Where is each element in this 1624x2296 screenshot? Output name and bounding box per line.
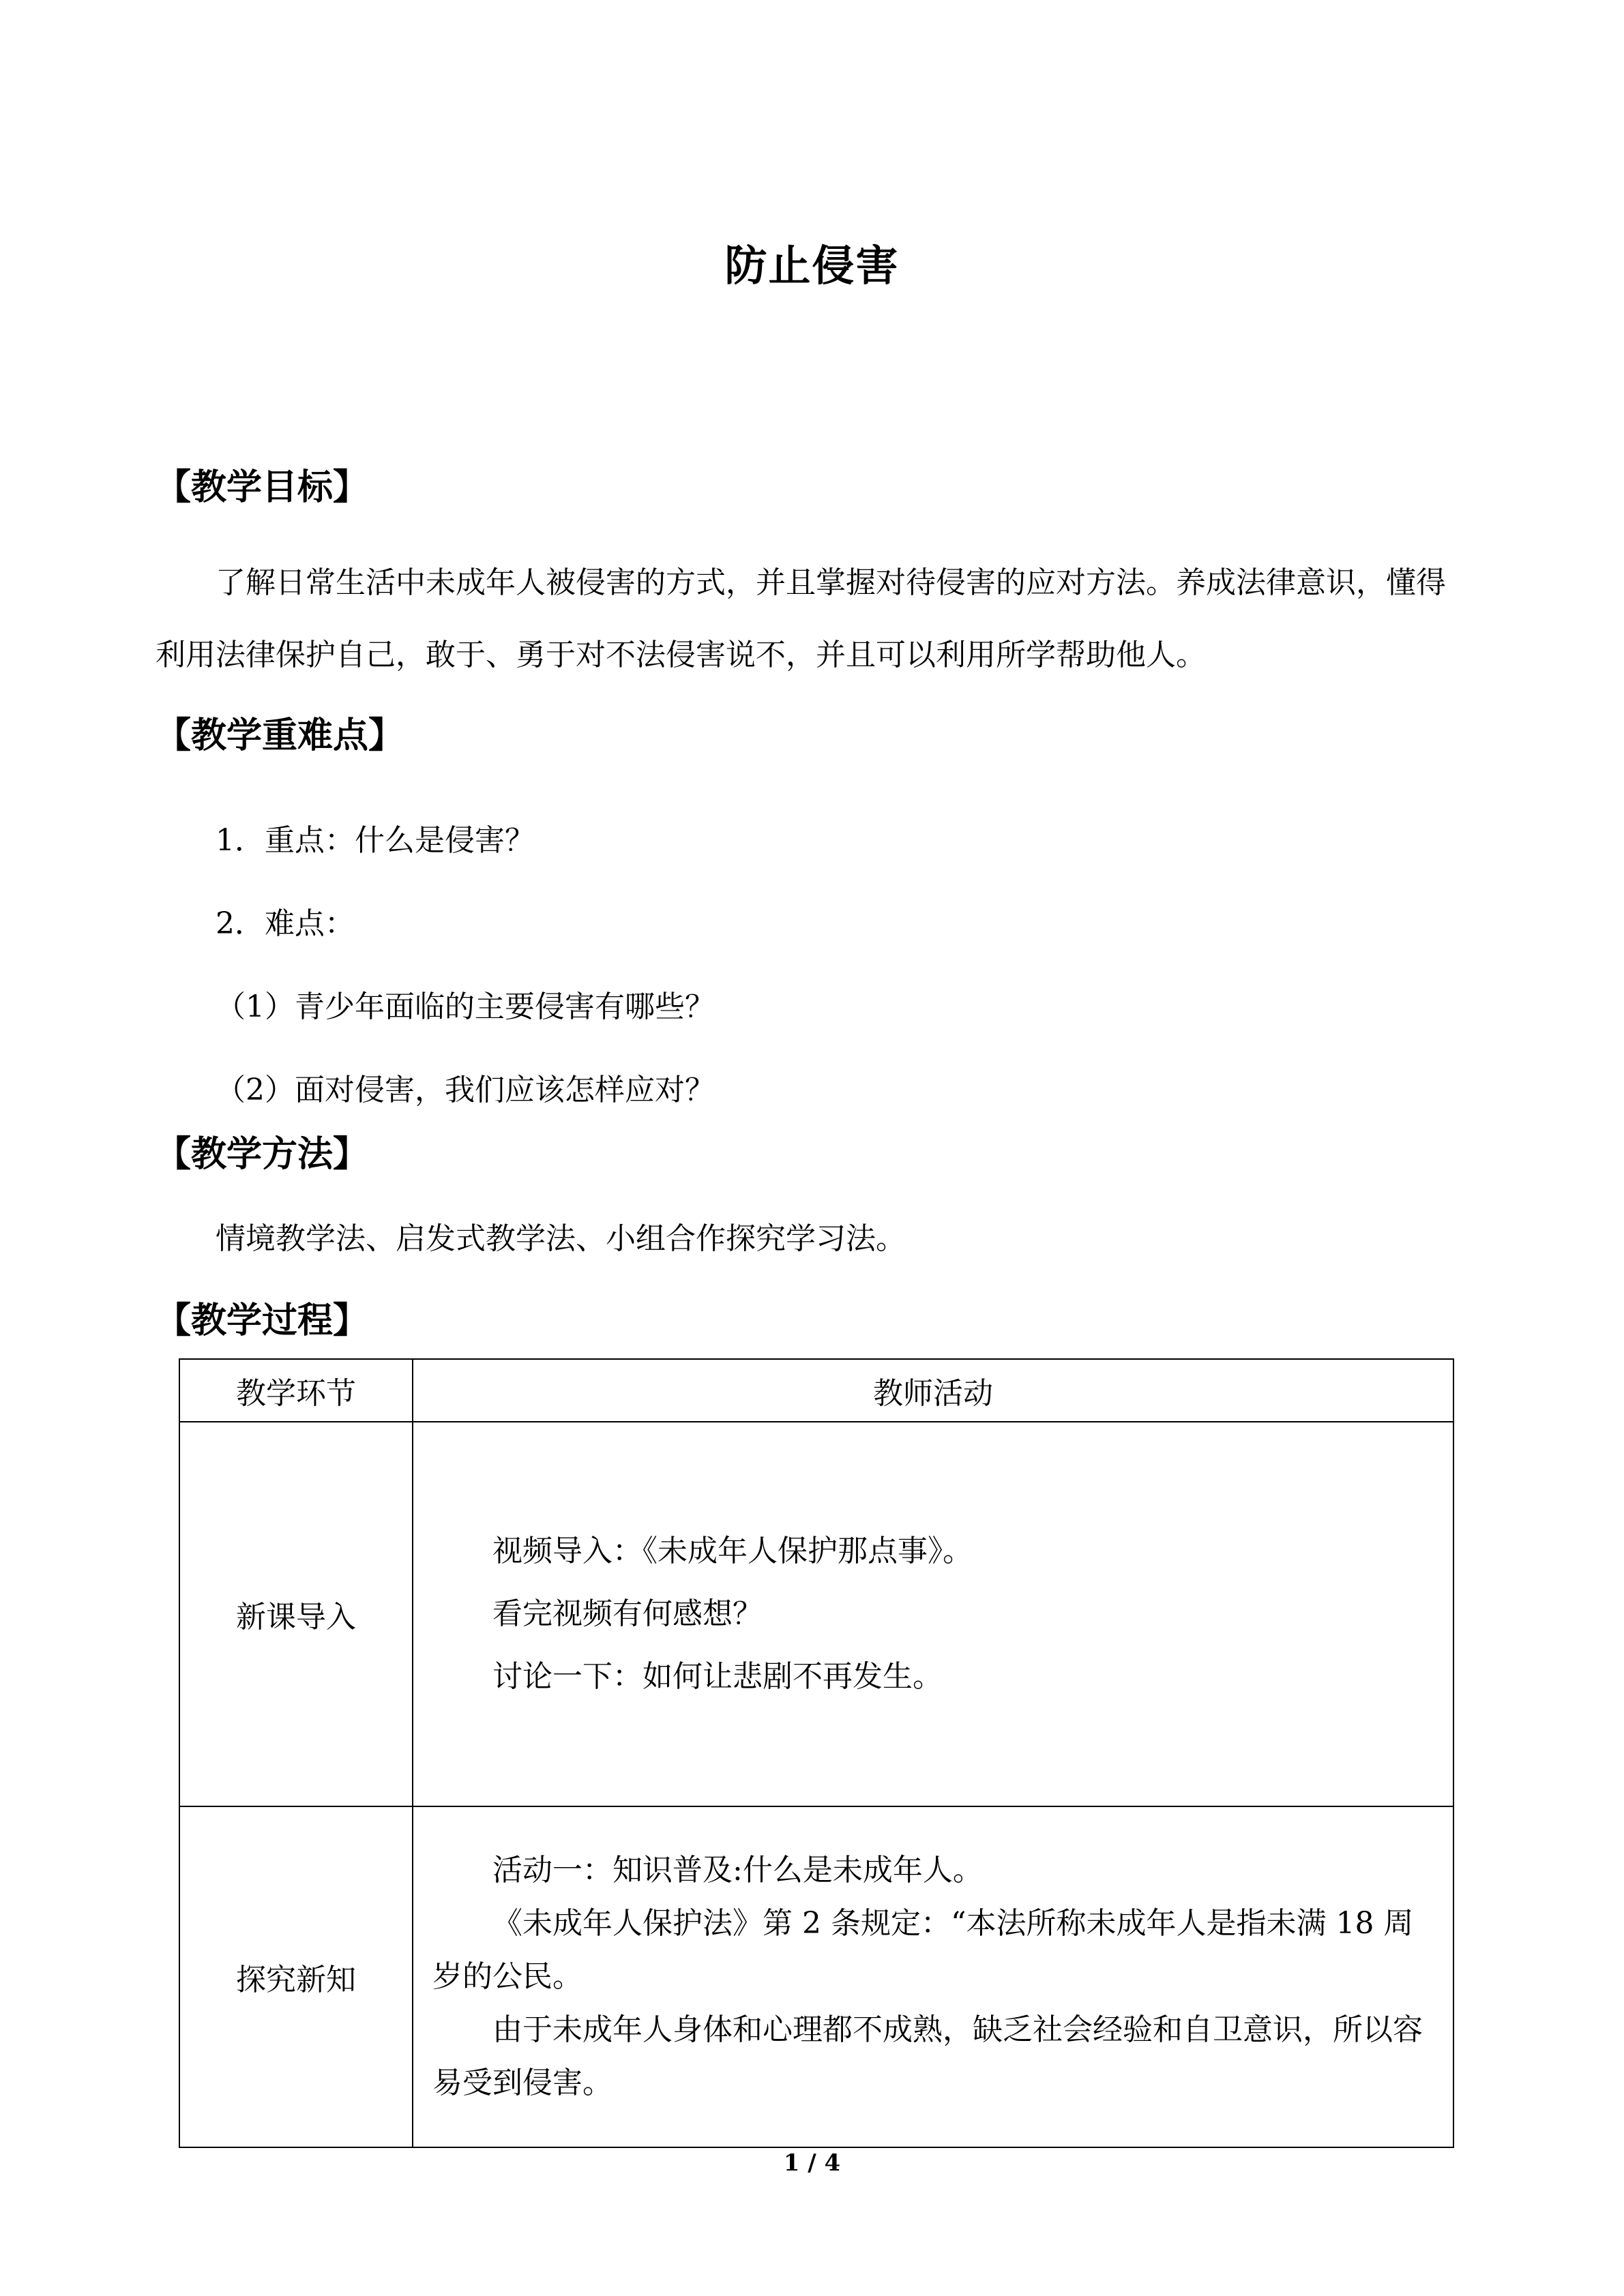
stage-cell: 新课导入 — [179, 1422, 413, 1806]
key-point-item: 1．重点：什么是侵害？ — [216, 823, 535, 858]
table-row — [179, 1422, 1453, 1806]
activity-line: 活动一：知识普及:什么是未成年人。 — [492, 1853, 983, 1888]
activity-line: 视频导入：《未成年人保护那点事》。 — [492, 1534, 973, 1568]
activity-line: 看完视频有何感想？ — [492, 1596, 763, 1631]
table-header-stage: 教学环节 — [179, 1359, 413, 1422]
goals-paragraph: 了解日常生活中未成年人被侵害的方式，并且掌握对待侵害的应对方法。养成法律意识，懂得利用法律保护自己，敢于、勇于对不法侵害说不，并且可以利用所学帮助他人。 — [156, 565, 1446, 672]
activity-line: 《未成年人保护法》第 2 条规定：“本法所称未成年人是指未满 18 周岁的公民。 — [432, 1906, 1414, 1994]
key-point-item: （2）面对侵害，我们应该怎样应对？ — [216, 1073, 715, 1107]
stage-cell: 探究新知 — [179, 1806, 413, 2147]
section-heading-methods: 【教学方法】 — [156, 1134, 369, 1175]
page-number: 1 / 4 — [783, 2149, 841, 2177]
activity-line: 由于未成年人身体和心理都不成熟，缺乏社会经验和自卫意识，所以容易受到侵害。 — [432, 2012, 1423, 2100]
table-row — [179, 1806, 1453, 2147]
activity-cell — [413, 1422, 1453, 1806]
methods-paragraph: 情境教学法、启发式教学法、小组合作探究学习法。 — [216, 1221, 906, 1256]
activity-cell — [413, 1806, 1453, 2147]
key-point-item: （1）青少年面临的主要侵害有哪些？ — [216, 989, 715, 1024]
key-point-item: 2．难点： — [216, 906, 355, 941]
section-heading-goals: 【教学目标】 — [156, 467, 369, 508]
lesson-process-table — [179, 1358, 1454, 2148]
table-header-row — [179, 1359, 1453, 1422]
activity-line: 讨论一下：如何让悲剧不再发生。 — [492, 1659, 943, 1694]
section-heading-key-points: 【教学重难点】 — [156, 715, 404, 756]
table-header-activity: 教师活动 — [413, 1359, 1453, 1422]
document-title: 防止侵害 — [724, 241, 900, 290]
section-heading-process: 【教学过程】 — [156, 1300, 369, 1341]
